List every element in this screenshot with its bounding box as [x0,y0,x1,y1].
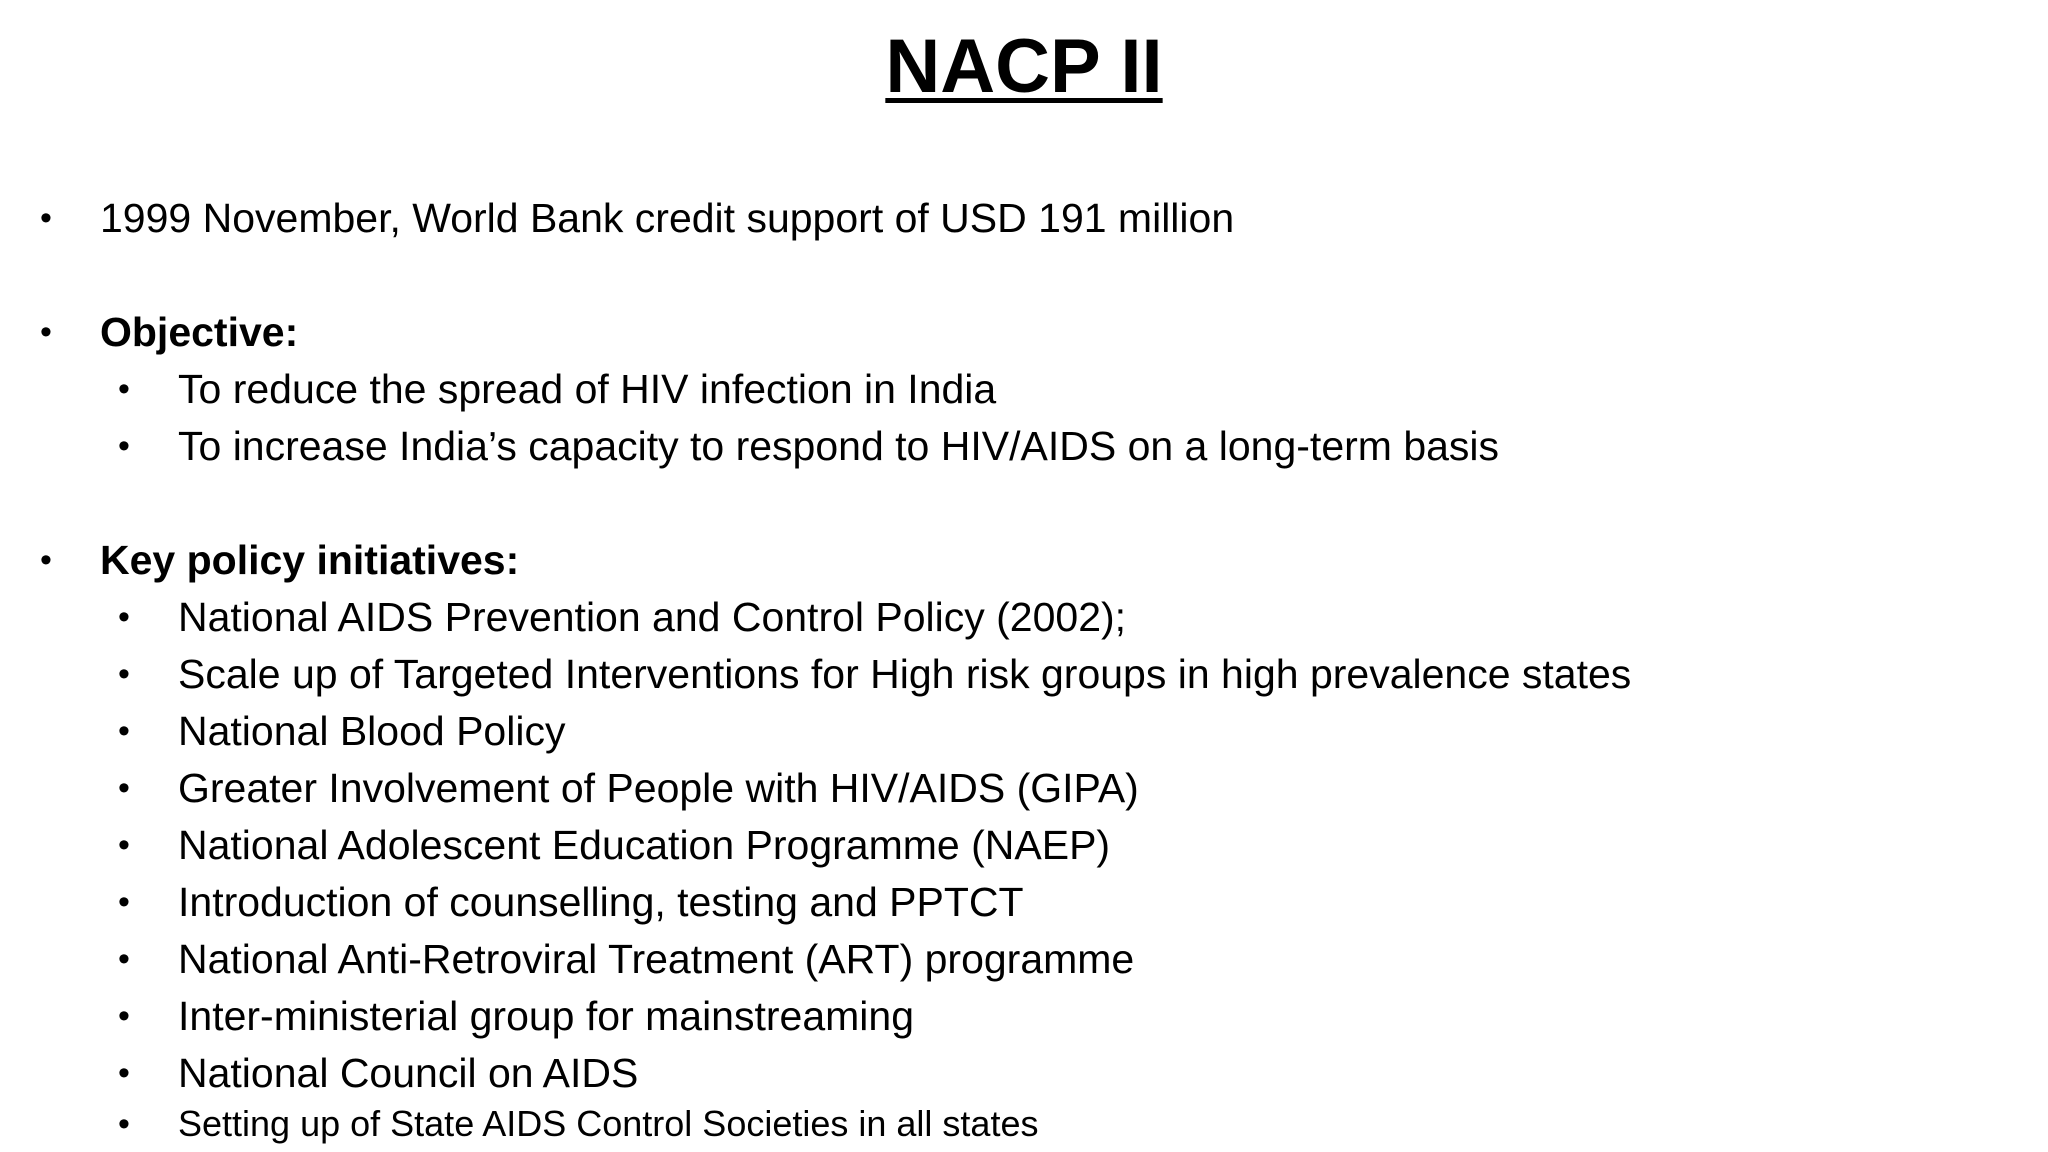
initiative-text: National Anti-Retroviral Treatment (ART) programme [178,936,1135,982]
funding-text: 1999 November, World Bank credit support of USD 191 million [100,195,1235,241]
bullet-icon: • [118,427,130,465]
bullet-icon: • [118,598,130,636]
bullet-icon: • [118,370,130,408]
initiative-text: Introduction of counselling, testing and PPTCT [178,879,1024,925]
objective-heading: Objective: [100,309,299,355]
bullet-icon: • [40,199,52,237]
bullet-icon: • [40,313,52,351]
initiative-text: National Blood Policy [178,708,566,754]
bullet-icon: • [118,1054,130,1092]
initiative-text: Greater Involvement of People with HIV/AIDS (GIPA) [178,765,1139,811]
bullet-icon: • [118,712,130,750]
bullet-icon: • [118,769,130,807]
initiative-text: Inter-ministerial group for mainstreaming [178,993,914,1039]
initiative-text: Setting up of State AIDS Control Societies in all states [178,1103,1039,1144]
initiative-text: Scale up of Targeted Interventions for High risk groups in high prevalence states [178,651,1632,697]
objective-text: To reduce the spread of HIV infection in India [178,366,997,412]
bullet-icon: • [118,1105,130,1143]
bullet-icon: • [118,940,130,978]
initiative-text: National AIDS Prevention and Control Policy (2002); [178,594,1127,640]
slide-title: NACP II [885,24,1163,109]
bullet-icon: • [118,997,130,1035]
bullet-icon: • [118,655,130,693]
initiative-text: National Adolescent Education Programme (NAEP) [178,822,1111,868]
objective-text: To increase India’s capacity to respond to HIV/AIDS on a long-term basis [178,423,1500,469]
bullet-icon: • [118,883,130,921]
bullet-icon: • [118,826,130,864]
bullet-icon: • [40,541,52,579]
initiative-text: National Council on AIDS [178,1050,639,1096]
initiatives-heading: Key policy initiatives: [100,537,520,583]
